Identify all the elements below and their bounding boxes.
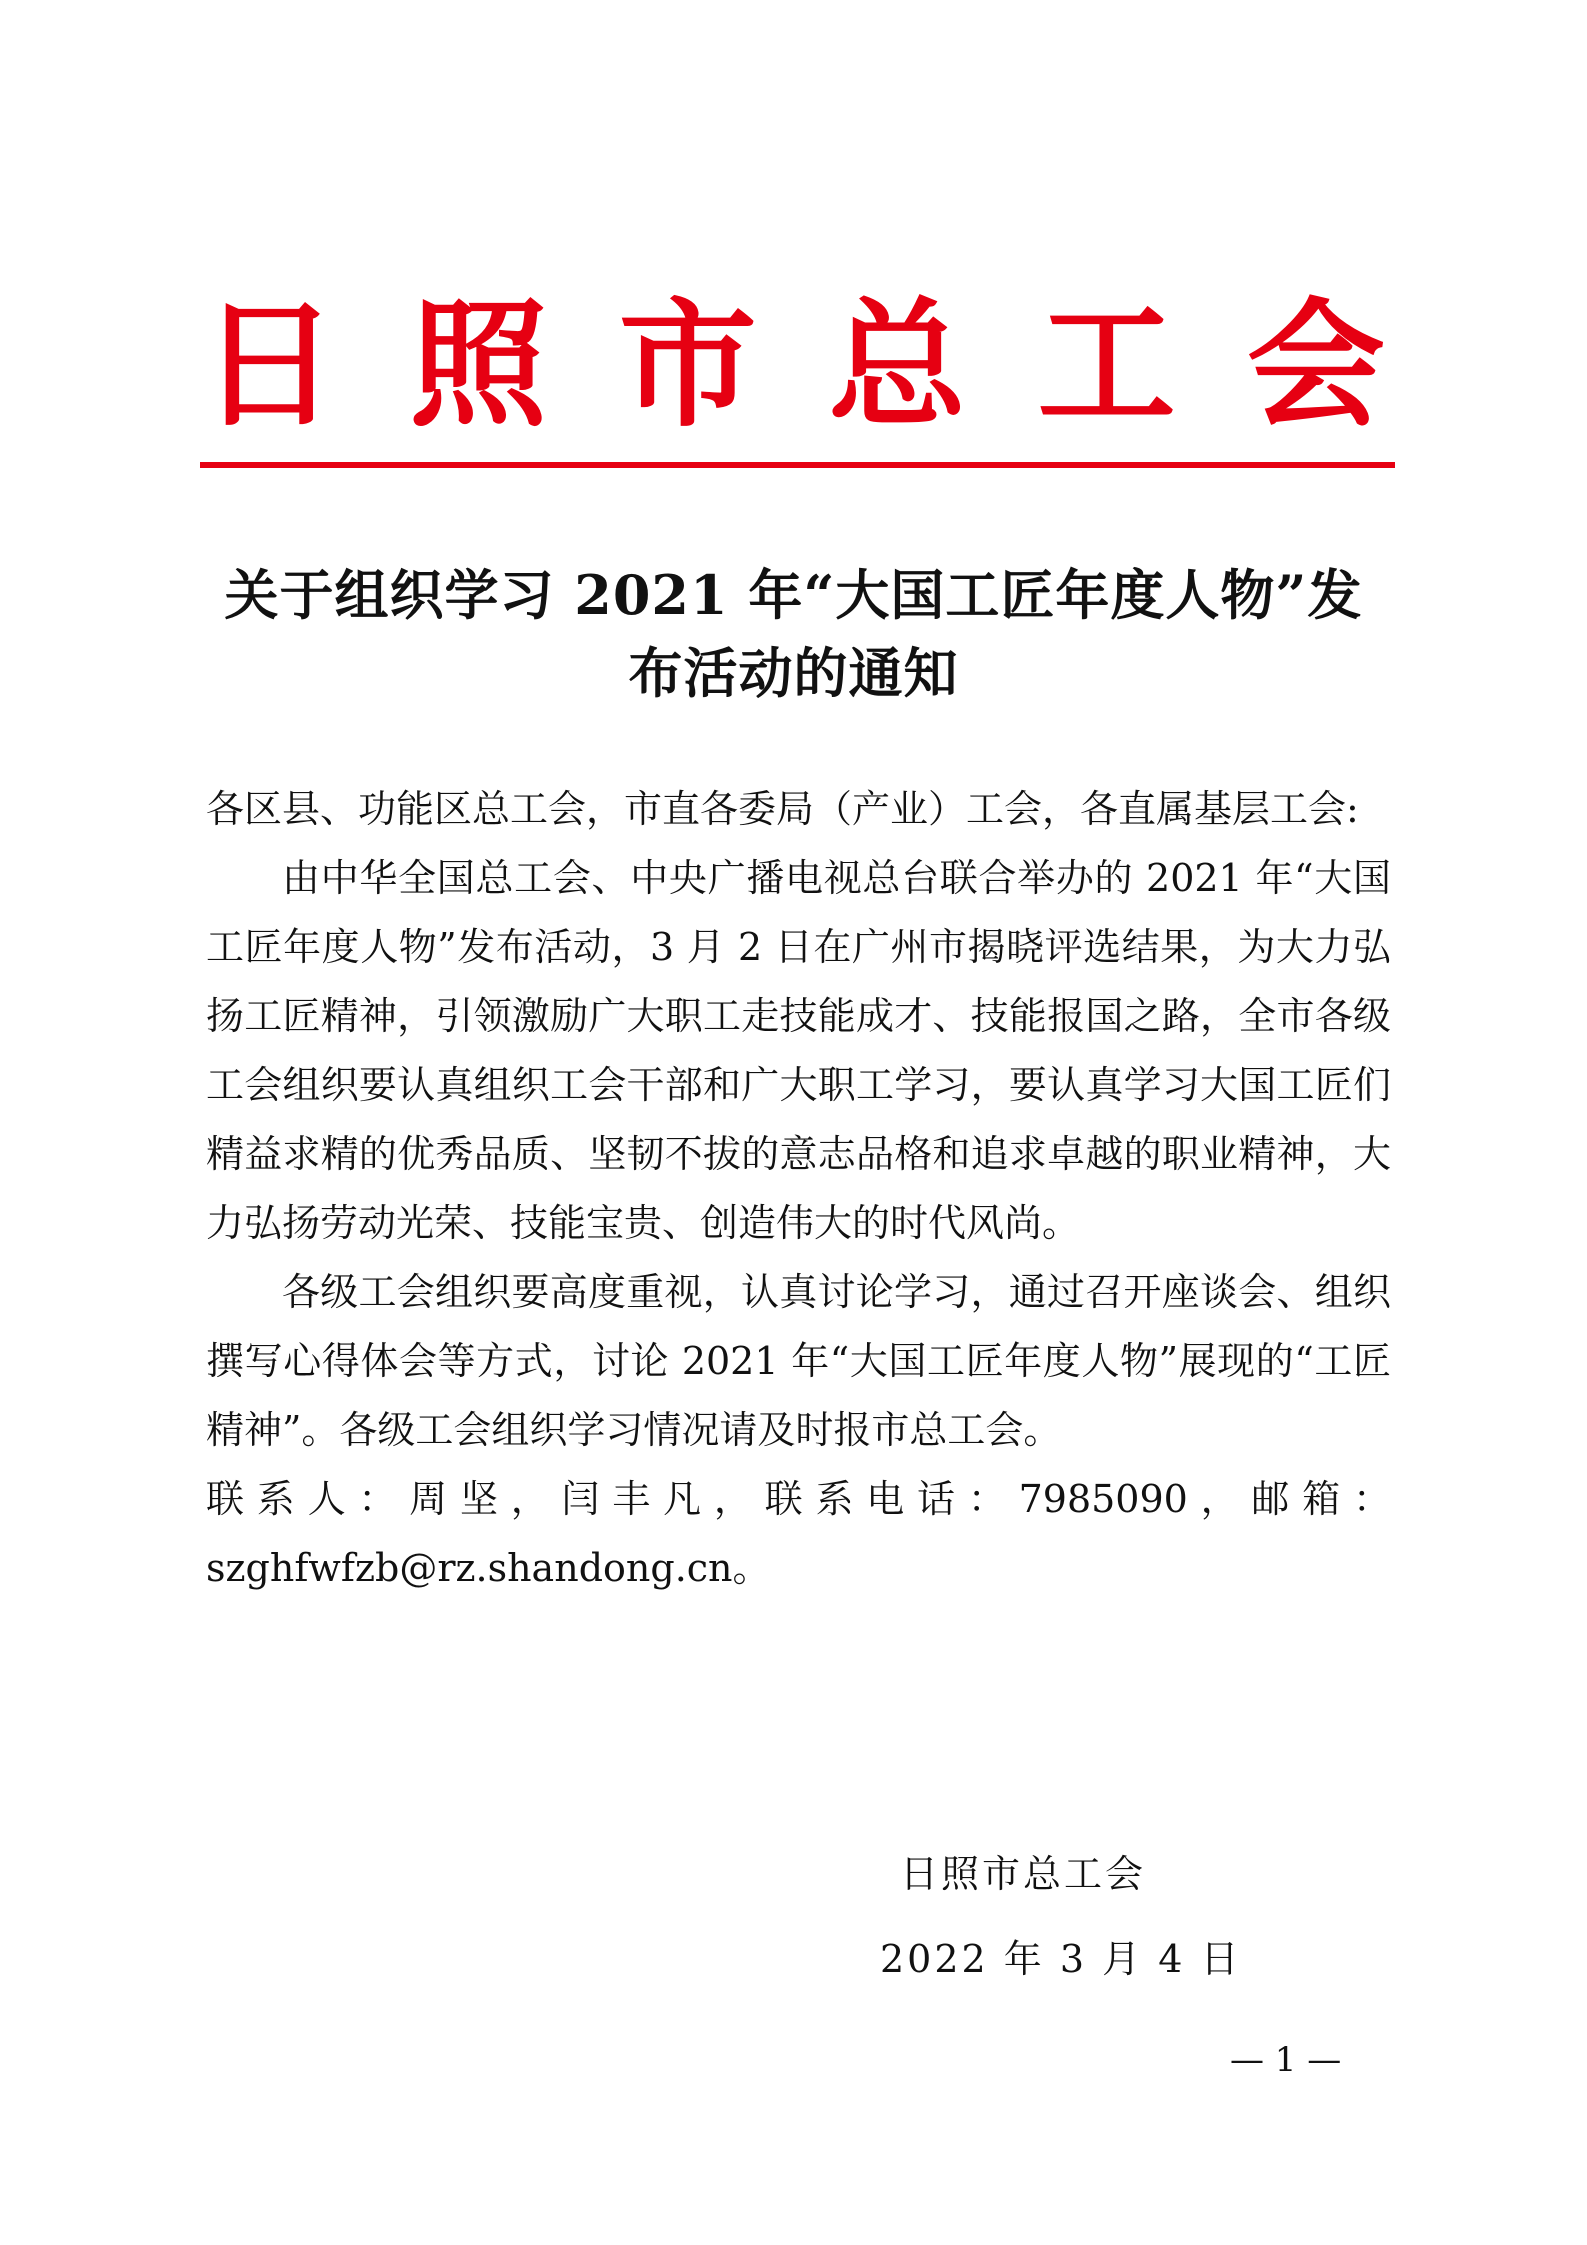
signature-date: 2022 年 3 月 4 日 (880, 1937, 1242, 1981)
document-title-line-2: 布活动的通知 (628, 641, 959, 705)
contact-info: 联系人：周坚，闫丰凡，联系电话：7985090，邮箱：szghfwfzb@rz.shandong.cn。 (206, 1477, 1391, 1590)
body-paragraph-2: 各级工会组织要高度重视，认真讨论学习，通过召开座谈会、组织撰写心得体会等方式，讨论 2021 年“大国工匠年度人物”展现的“工匠精神”。各级工会组织学习情况请及时报市总工会。 (206, 1270, 1391, 1452)
masthead-char: 市 (618, 283, 757, 446)
body-paragraph-1: 由中华全国总工会、中央广播电视总台联合举办的 2021 年“大国工匠年度人物”发布活动，3 月 2 日在广州市揭晓评选结果，为大力弘扬工匠精神，引领激励广大职工走技能成才、技能报国之路，全市各级工会组织要认真组织工会干部和广大职工学习，要认真学习大国工匠们精益求精的优秀品质、坚韧不拔的意志品格和追求卓越的职业精神，大力弘扬劳动光荣、技能宝贵、创造伟大的时代风尚。 (206, 856, 1391, 1245)
signature-organization: 日照市总工会 (900, 1852, 1147, 1896)
document-title (150, 556, 1437, 712)
masthead-char: 工 (1037, 283, 1176, 446)
masthead-divider (200, 462, 1395, 468)
page-number: — 1 — (1230, 2040, 1342, 2080)
masthead-org-name (200, 283, 1385, 446)
masthead-char: 会 (1246, 283, 1385, 446)
salutation: 各区县、功能区总工会，市直各委局（产业）工会，各直属基层工会: (206, 787, 1359, 831)
masthead-char: 照 (409, 283, 548, 446)
masthead-char: 总 (828, 283, 967, 446)
masthead-char: 日 (200, 283, 339, 446)
document-body (206, 775, 1391, 1603)
document-title-line-1: 关于组织学习 2021 年“大国工匠年度人物”发 (224, 563, 1363, 627)
